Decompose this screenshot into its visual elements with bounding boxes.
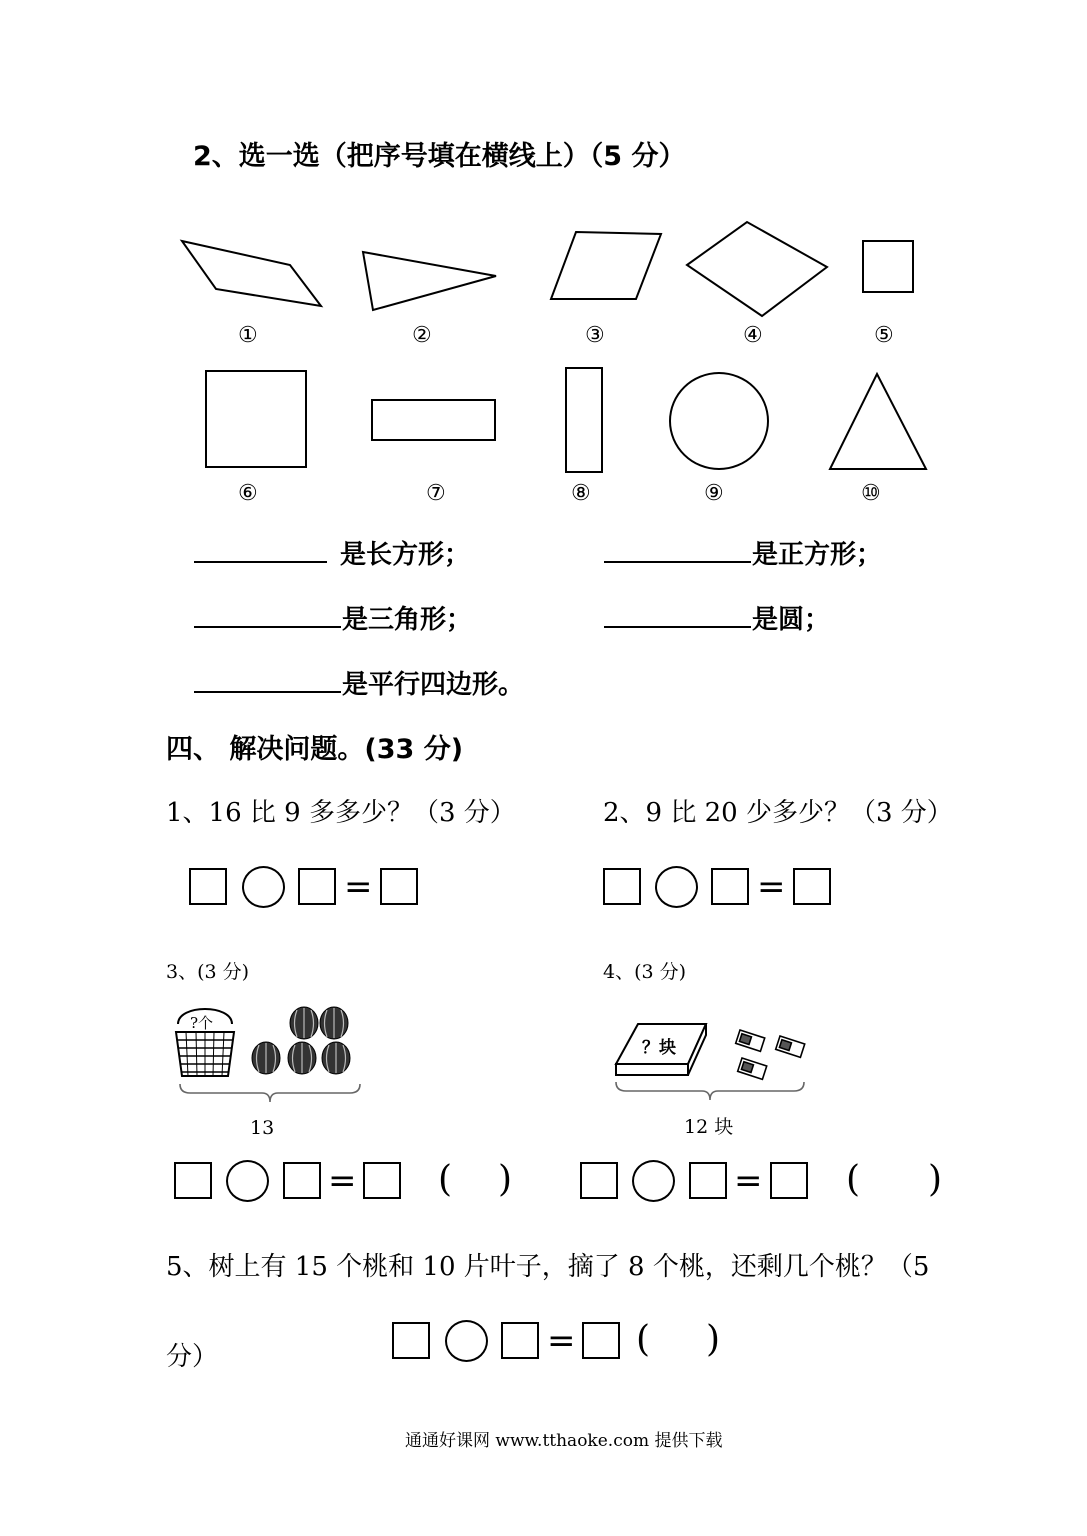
q5-box-2[interactable] (501, 1322, 539, 1359)
q4-box-2[interactable] (689, 1162, 727, 1199)
q3-equals: = (328, 1161, 357, 1201)
shape-label-3: ③ (585, 323, 605, 348)
q4-total: 12 块 (684, 1116, 734, 1138)
q4-box-answer[interactable] (770, 1162, 808, 1199)
answer-circle-label: 是圆； (752, 605, 831, 635)
shape-label-10: ⑩ (861, 481, 881, 506)
shape-9-circle (669, 372, 769, 470)
footer-text: 通通好课网 www.tthaoke.com 提供下载 (405, 1431, 723, 1451)
q5-equals: = (547, 1321, 576, 1361)
q1-box-1[interactable] (189, 868, 227, 905)
question-5-line-2: 分） (166, 1342, 219, 1372)
q4-brace (614, 1080, 806, 1102)
shape-6-square (205, 370, 307, 468)
section-4-title: 四、 解决问题。(33 分) (166, 734, 464, 765)
q2-box-answer[interactable] (793, 868, 831, 905)
q3-box-1[interactable] (174, 1162, 212, 1199)
answer-square-label: 是正方形； (752, 540, 883, 570)
shape-label-5: ⑤ (874, 323, 894, 348)
shape-10-triangle (826, 371, 930, 473)
shape-label-9: ⑨ (704, 481, 724, 506)
shape-5-square (862, 240, 914, 293)
answer-rectangle-label: 是长方形； (340, 540, 471, 570)
q3-operator-circle[interactable] (226, 1160, 269, 1202)
q3-total: 13 (250, 1117, 275, 1139)
question-3: 3、(3 分) (166, 961, 250, 983)
box-label: ？块 (642, 1038, 676, 1058)
answer-parallelogram-label: 是平行四边形。 (342, 670, 525, 700)
q4-box-1[interactable] (580, 1162, 618, 1199)
q5-operator-circle[interactable] (445, 1320, 488, 1362)
shape-label-6: ⑥ (238, 481, 258, 506)
q3-paren-open: ( (438, 1159, 453, 1200)
question-1: 1、16 比 9 多多少？（3 分） (166, 798, 516, 828)
q4-paren-open: ( (846, 1159, 861, 1200)
answer-blank-triangle[interactable] (194, 626, 341, 628)
shape-2-triangle (360, 248, 500, 314)
q3-paren-close: ) (498, 1159, 513, 1200)
shape-label-2: ② (412, 323, 432, 348)
q2-equals: = (757, 867, 786, 907)
shape-3-parallelogram (548, 229, 666, 303)
shape-8-rectangle (565, 367, 603, 473)
question-2: 2、9 比 20 少多少？（3 分） (603, 798, 953, 828)
shape-label-1: ① (238, 323, 258, 348)
q3-brace (178, 1082, 362, 1104)
watermelons-icon (248, 1004, 358, 1076)
shape-label-8: ⑧ (571, 481, 591, 506)
q5-paren-close: ) (706, 1319, 721, 1360)
answer-blank-square[interactable] (604, 561, 751, 563)
q1-operator-circle[interactable] (242, 866, 285, 908)
erasers-icon (736, 1024, 816, 1086)
section-2-title: 2、选一选（把序号填在横线上）（5 分） (193, 141, 686, 172)
answer-blank-circle[interactable] (604, 626, 751, 628)
q4-paren-close: ) (928, 1159, 943, 1200)
q3-box-2[interactable] (283, 1162, 321, 1199)
question-5-line-1: 5、树上有 15 个桃和 10 片叶子，摘了 8 个桃，还剩几个桃？（5 (166, 1252, 930, 1282)
q4-operator-circle[interactable] (632, 1160, 675, 1202)
shape-1-parallelogram (180, 238, 330, 310)
q1-box-answer[interactable] (380, 868, 418, 905)
q1-equals: = (344, 867, 373, 907)
answer-blank-rectangle[interactable] (194, 561, 327, 563)
q5-paren-open: ( (636, 1319, 651, 1360)
answer-triangle-label: 是三角形； (342, 605, 473, 635)
q4-equals: = (734, 1161, 763, 1201)
q3-box-answer[interactable] (363, 1162, 401, 1199)
q2-box-1[interactable] (603, 868, 641, 905)
shape-label-7: ⑦ (426, 481, 446, 506)
basket-label: ?个 (190, 1014, 214, 1032)
q2-operator-circle[interactable] (655, 866, 698, 908)
q2-box-2[interactable] (711, 868, 749, 905)
answer-blank-parallelogram[interactable] (194, 691, 341, 693)
shape-4-rhombus (684, 219, 832, 321)
q1-box-2[interactable] (298, 868, 336, 905)
question-4: 4、(3 分) (603, 961, 687, 983)
q5-box-1[interactable] (392, 1322, 430, 1359)
shape-7-rectangle (371, 399, 496, 441)
q5-box-answer[interactable] (582, 1322, 620, 1359)
shape-label-4: ④ (743, 323, 763, 348)
